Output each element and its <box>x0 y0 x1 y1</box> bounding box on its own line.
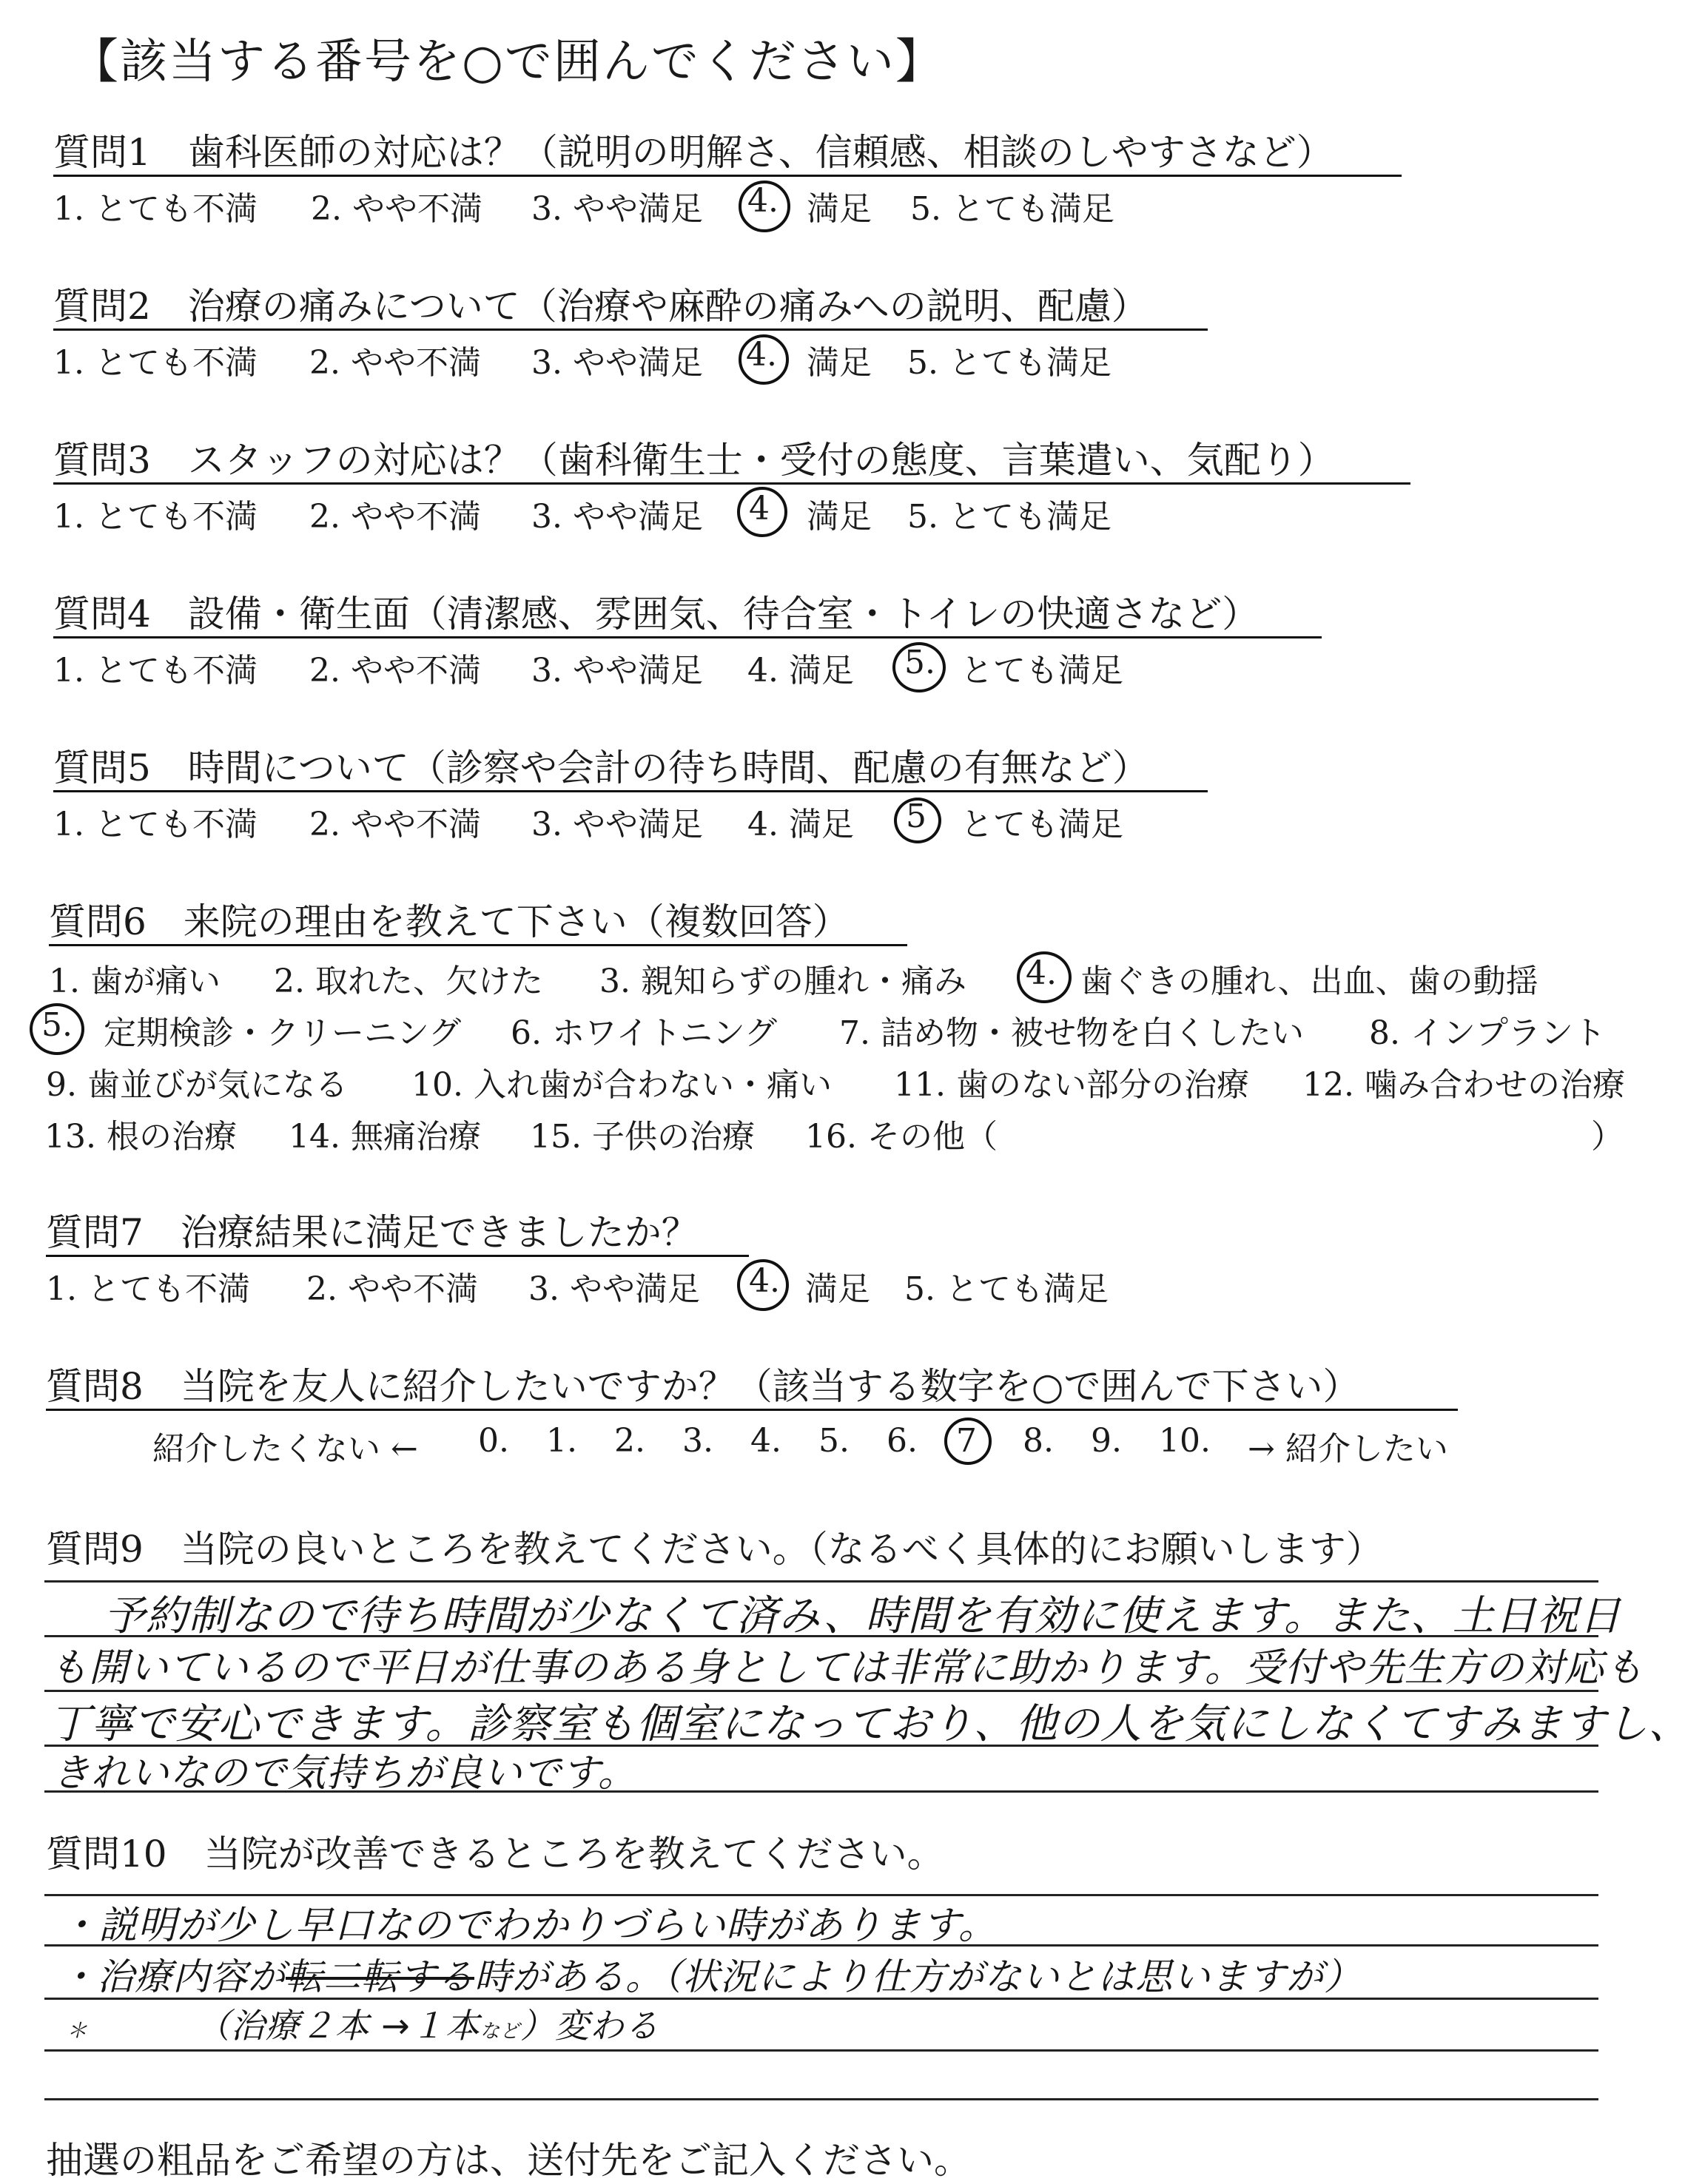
scale-5[interactable]: 5. <box>818 1422 850 1460</box>
option-4-label: 満足 <box>807 344 872 382</box>
option-4-selected[interactable]: 4. <box>746 336 777 374</box>
option-5-selected[interactable]: 5 <box>906 798 927 835</box>
handwritten-answer-line[interactable] <box>67 1999 659 2048</box>
question-7-underline <box>46 1255 749 1257</box>
option-4-selected[interactable]: 4. <box>749 1262 780 1300</box>
answer-circle <box>944 1418 992 1465</box>
option-4[interactable]: 4. 満足 <box>747 806 854 843</box>
handwritten-answer-line[interactable]: 丁寧で安心できます。診察室も個室になっており、他の人を気にしなくてすみますし、 <box>49 1700 1691 1748</box>
reason-9[interactable]: 9. 歯並びが気になる <box>46 1066 348 1104</box>
answer-circle <box>892 642 946 692</box>
option-5[interactable]: 5. とても満足 <box>907 344 1112 382</box>
reason-16-close: ） <box>1591 1118 1624 1156</box>
footer-text: 抽選の粗品をご希望の方は、送付先をご記入ください。 <box>46 2139 971 2182</box>
option-3[interactable]: 3. やや満足 <box>531 652 703 690</box>
page-title: 【該当する番号を○で囲んでください】 <box>71 35 944 90</box>
option-3[interactable]: 3. やや満足 <box>531 498 703 536</box>
scale-right-label: → 紹介したい <box>1248 1430 1448 1468</box>
handwritten-answer-line[interactable] <box>59 1947 1362 2001</box>
answer-circle <box>894 798 941 843</box>
scale-3[interactable]: 3. <box>682 1422 713 1460</box>
answer-text: ・治療内容が <box>59 1955 286 1998</box>
option-5[interactable]: 5. とても満足 <box>910 190 1114 228</box>
option-4-selected[interactable]: 4. <box>747 182 778 220</box>
question-1-title: 質問1 歯科医師の対応は？（説明の明解さ、信頼感、相談のしやすさなど） <box>53 131 1334 174</box>
option-5[interactable]: 5. とても満足 <box>904 1270 1109 1308</box>
option-2[interactable]: 2. やや不満 <box>309 652 481 690</box>
option-4-label: 満足 <box>807 498 872 536</box>
question-3-title: 質問3 スタッフの対応は？（歯科衛生士・受付の態度、言葉遣い、気配り） <box>53 439 1335 482</box>
question-4-title: 質問4 設備・衛生面（清潔感、雰囲気、待合室・トイレの快適さなど） <box>53 593 1260 636</box>
option-2[interactable]: 2. やや不満 <box>306 1270 478 1308</box>
option-1[interactable]: 1. とても不満 <box>53 498 258 536</box>
option-1[interactable]: 1. とても不満 <box>53 806 258 843</box>
reason-7[interactable]: 7. 詰め物・被せ物を白くしたい <box>839 1014 1304 1052</box>
answer-text: （治療２本 →１本 <box>195 2006 480 2046</box>
scale-4[interactable]: 4. <box>750 1422 781 1460</box>
reason-8[interactable]: 8. インプラント <box>1369 1014 1606 1052</box>
option-4[interactable]: 4. 満足 <box>747 652 854 690</box>
answer-small-text: など <box>480 2020 520 2043</box>
option-3[interactable]: 3. やや満足 <box>528 1270 700 1308</box>
struck-text: 転二転する <box>286 1955 474 1998</box>
option-3[interactable]: 3. やや満足 <box>531 806 703 843</box>
reason-4-selected[interactable]: 4. <box>1026 954 1057 992</box>
option-1[interactable]: 1. とても不満 <box>53 344 258 382</box>
reason-13[interactable]: 13. 根の治療 <box>44 1118 237 1156</box>
question-5-underline <box>53 790 1208 792</box>
option-1[interactable]: 1. とても不満 <box>53 652 258 690</box>
scale-left-label: 紹介したくない ← <box>152 1430 418 1468</box>
reason-15[interactable]: 15. 子供の治療 <box>530 1118 755 1156</box>
scale-2[interactable]: 2. <box>614 1422 645 1460</box>
option-5-label: とても満足 <box>961 806 1123 843</box>
scale-1[interactable]: 1. <box>546 1422 577 1460</box>
handwritten-answer-line[interactable]: 予約制なので待ち時間が少なくて済み、時間を有効に使えます。また、土日祝日 <box>104 1592 1621 1640</box>
answer-circle <box>737 1259 789 1311</box>
answer-line <box>44 2049 1598 2052</box>
option-4-label: 満足 <box>805 1270 870 1308</box>
scale-8[interactable]: 8. <box>1023 1422 1054 1460</box>
reason-5-selected[interactable]: 5. <box>41 1006 73 1044</box>
handwritten-answer-line[interactable]: ・説明が少し早口なのでわかりづらい時があります。 <box>59 1904 998 1948</box>
scale-7-selected[interactable]: 7 <box>956 1422 977 1460</box>
answer-line <box>44 1580 1598 1583</box>
question-6-title: 質問6 来院の理由を教えて下さい（複数回答） <box>49 900 850 943</box>
question-2-title: 質問2 治療の痛みについて（治療や麻酔の痛みへの説明、配慮） <box>53 285 1149 328</box>
question-8-underline <box>46 1409 1458 1411</box>
answer-circle <box>737 487 787 537</box>
question-2-underline <box>53 328 1208 331</box>
option-5[interactable]: 5. とても満足 <box>907 498 1112 536</box>
question-7-title: 質問7 治療結果に満足できましたか？ <box>46 1211 699 1254</box>
question-6-underline <box>49 944 907 946</box>
option-4-label: 満足 <box>807 190 872 228</box>
option-1[interactable]: 1. とても不満 <box>53 190 258 228</box>
reason-12[interactable]: 12. 噛み合わせの治療 <box>1302 1066 1625 1104</box>
answer-line <box>44 2098 1598 2100</box>
answer-circle <box>30 1003 84 1055</box>
question-10-title: 質問10 当院が改善できるところを教えてください。 <box>46 1833 944 1875</box>
question-4-underline <box>53 636 1322 638</box>
option-2[interactable]: 2. やや不満 <box>309 498 481 536</box>
question-3-underline <box>53 482 1410 485</box>
question-5-title: 質問5 時間について（診察や会計の待ち時間、配慮の有無など） <box>53 746 1149 789</box>
answer-text: ）変わる <box>519 2006 659 2046</box>
reason-1[interactable]: 1. 歯が痛い <box>49 963 221 1000</box>
option-2[interactable]: 2. やや不満 <box>309 344 481 382</box>
handwritten-answer-line[interactable]: きれいなので気持ちが良いです。 <box>52 1751 637 1796</box>
answer-circle <box>1017 951 1072 1003</box>
option-4-selected[interactable]: 4 <box>749 490 770 528</box>
answer-circle <box>739 334 789 385</box>
reason-2[interactable]: 2. 取れた、欠けた <box>274 963 543 1000</box>
option-2[interactable]: 2. やや不満 <box>311 190 482 228</box>
option-2[interactable]: 2. やや不満 <box>309 806 481 843</box>
question-9-title: 質問9 当院の良いところを教えてください。（なるべく具体的にお願いします） <box>46 1528 1383 1571</box>
handwritten-answer-line[interactable]: も開いているので平日が仕事のある身としては非常に助かります。受付や先生方の対応も <box>49 1645 1644 1691</box>
question-8-title: 質問8 当院を友人に紹介したいですか？（該当する数字を○で囲んで下さい） <box>46 1365 1360 1408</box>
option-3[interactable]: 3. やや満足 <box>531 344 703 382</box>
asterisk-mark: ＊ <box>67 2018 89 2043</box>
reason-6[interactable]: 6. ホワイトニング <box>511 1014 778 1052</box>
option-5-selected[interactable]: 5. <box>904 644 935 681</box>
scale-0[interactable]: 0. <box>478 1422 509 1460</box>
question-1-underline <box>53 175 1402 177</box>
reason-14[interactable]: 14. 無痛治療 <box>289 1118 481 1156</box>
reason-3[interactable]: 3. 親知らずの腫れ・痛み <box>599 963 966 1000</box>
answer-circle <box>739 181 790 232</box>
scale-6[interactable]: 6. <box>887 1422 918 1460</box>
reason-10[interactable]: 10. 入れ歯が合わない・痛い <box>411 1066 832 1104</box>
scale-9[interactable]: 9. <box>1091 1422 1122 1460</box>
option-3[interactable]: 3. やや満足 <box>531 190 703 228</box>
reason-5-label: 定期検診・クリーニング <box>104 1014 462 1052</box>
reason-11[interactable]: 11. 歯のない部分の治療 <box>894 1066 1249 1104</box>
scale-10[interactable]: 10. <box>1159 1422 1211 1460</box>
answer-text: 時がある。（状況により仕方がないとは思いますが） <box>474 1955 1362 1998</box>
reason-16[interactable]: 16. その他（ <box>805 1118 998 1156</box>
reason-4-label: 歯ぐきの腫れ、出血、歯の動揺 <box>1080 963 1538 1000</box>
option-5-label: とても満足 <box>961 652 1123 690</box>
option-1[interactable]: 1. とても不満 <box>46 1270 250 1308</box>
